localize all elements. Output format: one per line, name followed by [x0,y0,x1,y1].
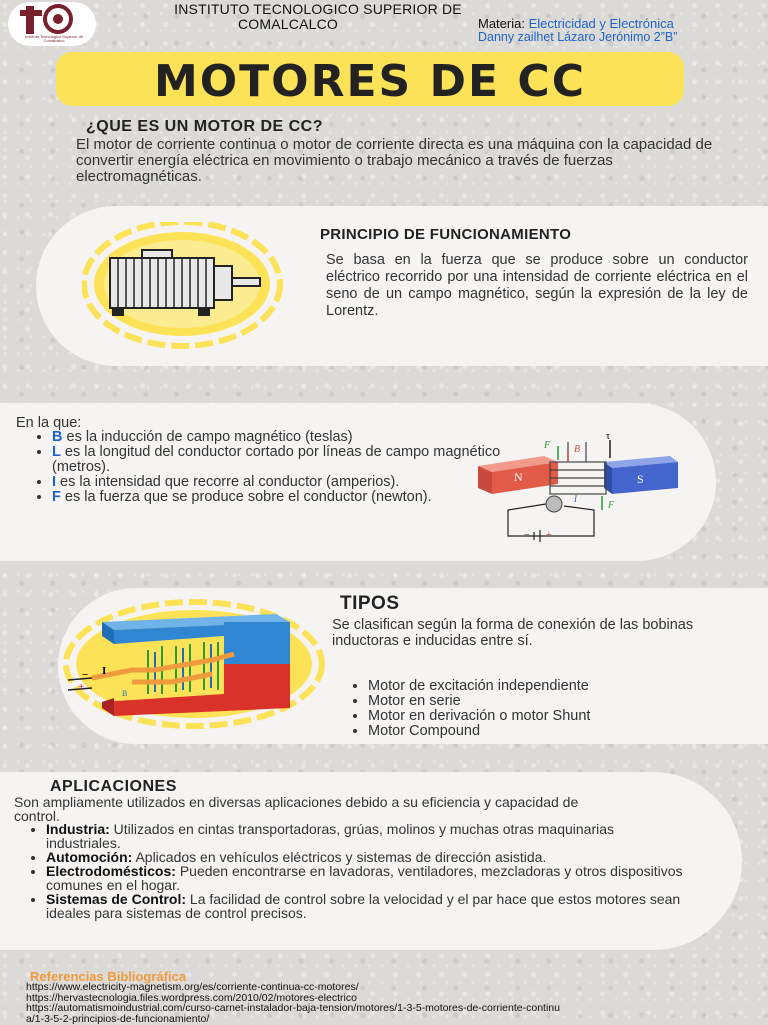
application-text: Utilizados en cintas transportadoras, grúas, molinos y muchas otras maquinarias industriales. [46,821,615,851]
list-item [52,445,502,475]
applications-list [14,822,686,920]
list-item: • Motor en derivación o motor Shunt [368,709,590,724]
variable-symbol: B [52,429,63,445]
applications-text: Son ampliamente utilizados en diversas aplicaciones debido a su eficiencia y capacidad de control. [14,794,579,824]
variable-description: es la longitud del conductor cortado por líneas de campo magnético (metros). [52,444,501,475]
current-label: I [102,665,107,677]
types-text: Se clasifican según la forma de conexión de las bobinas inductoras e inducidas entre sí. [332,617,694,649]
magnet-s-label: S [637,472,644,486]
variable-description: es la inducción de campo magnético (teslas) [62,429,353,445]
magnet-n-label: N [514,470,523,484]
variable-description: es la fuerza que se produce sobre el conductor (newton). [60,489,432,505]
application-text: La facilidad de control sobre la velocidad y el par hace que estos motores sean ideales para sistemas de control precisos. [46,891,681,921]
list-item: • Motor en serie [368,694,590,709]
reference-link[interactable]: https://www.electricity-magnetism.org/es/corriente-continua-cc-motores/ [26,981,359,993]
list-item [46,850,686,864]
types-list [332,679,590,739]
logo-caption: Instituto Tecnológico Superior de Comalcalco [25,35,83,43]
current-label: I [574,494,577,504]
application-text: Pueden encontrarse en lavadoras, ventiladores, mezcladoras y otros dispositivos comunes en el hogar. [46,863,683,893]
application-text: Aplicados en vehículos eléctricos y sistemas de dirección asistida. [132,849,547,865]
variable-symbol: F [52,489,61,505]
intro-question: ¿QUE ES UN MOTOR DE CC? [86,118,323,135]
battery-plus: + [546,530,552,541]
terminal-minus: − [82,669,89,681]
principle-title: PRINCIPIO DE FUNCIONAMIENTO [320,226,572,243]
variables-intro: En la que: [16,415,82,431]
list-item [46,822,686,850]
references-title: Referencias Bibliográfica [30,969,187,984]
page-title: MOTORES DE CC [153,56,587,107]
author-name: Danny zailhet Lázaro Jerónimo 2”B” [478,30,678,44]
subject-value: Electricidad y Electrónica [528,16,674,31]
list-item [46,864,686,892]
intro-text: El motor de corriente continua o motor de corriente directa es una máquina con la capacidad de convertir energía eléctrica en movimiento o trabajo mecánico a través de fuerzas electromagnéticas. [76,136,713,185]
variable-symbol: I [52,474,57,490]
reference-link[interactable]: https://hervastecnologia.files.wordpress.com/2010/02/motores-electrico [26,991,357,1004]
list-item [52,475,502,490]
lorentz-diagram [474,432,684,549]
terminal-plus: + [78,681,85,693]
motor-illustration [82,222,286,357]
application-label: Electrodomésticos: [46,863,176,879]
subject-label: Materia: [478,16,525,31]
institute-line-1: INSTITUTO TECNOLOGICO SUPERIOR DE [174,1,462,17]
list-item [52,430,502,445]
field-label: B [574,444,581,455]
institute-line-2: COMALCALCO [237,16,339,32]
variables-list [16,430,502,505]
list-item [46,892,686,920]
principle-text: Se basa en la fuerza que se produce sobre un conductor eléctrico recorrido por una intensidad de corriente eléctrica en el seno de un campo magnético, según la expresión de la ley de Lorentz. [326,252,748,319]
types-title: TIPOS [340,593,400,614]
field-label: B [122,689,128,698]
application-label: Automoción: [46,849,133,865]
torque-label: τ [606,432,611,442]
application-label: Sistemas de Control: [46,891,187,907]
electromagnet-diagram [62,598,330,735]
references-list [26,982,566,1024]
force-label-top: F [544,440,551,451]
variable-symbol: L [52,444,61,460]
list-item: • Motor Compound [368,724,590,739]
reference-link[interactable]: https://automatismoindustrial.com/curso-carnet-instalador-baja-tension/motores/1-3-5-motores-de-corriente-continua/1-3-5-2-principios-de-funcionamiento/ [26,1002,560,1025]
applications-title: APLICACIONES [50,778,177,795]
force-label-bottom: F [608,500,615,511]
subject [478,16,674,31]
list-item [52,490,502,505]
list-item: • Motor de excitación independiente [368,679,590,694]
application-label: Industria: [46,821,110,837]
institute-name [118,2,518,32]
variable-description: es la intensidad que recorre al conductor (amperios). [56,474,400,490]
battery-minus: − [524,530,530,541]
